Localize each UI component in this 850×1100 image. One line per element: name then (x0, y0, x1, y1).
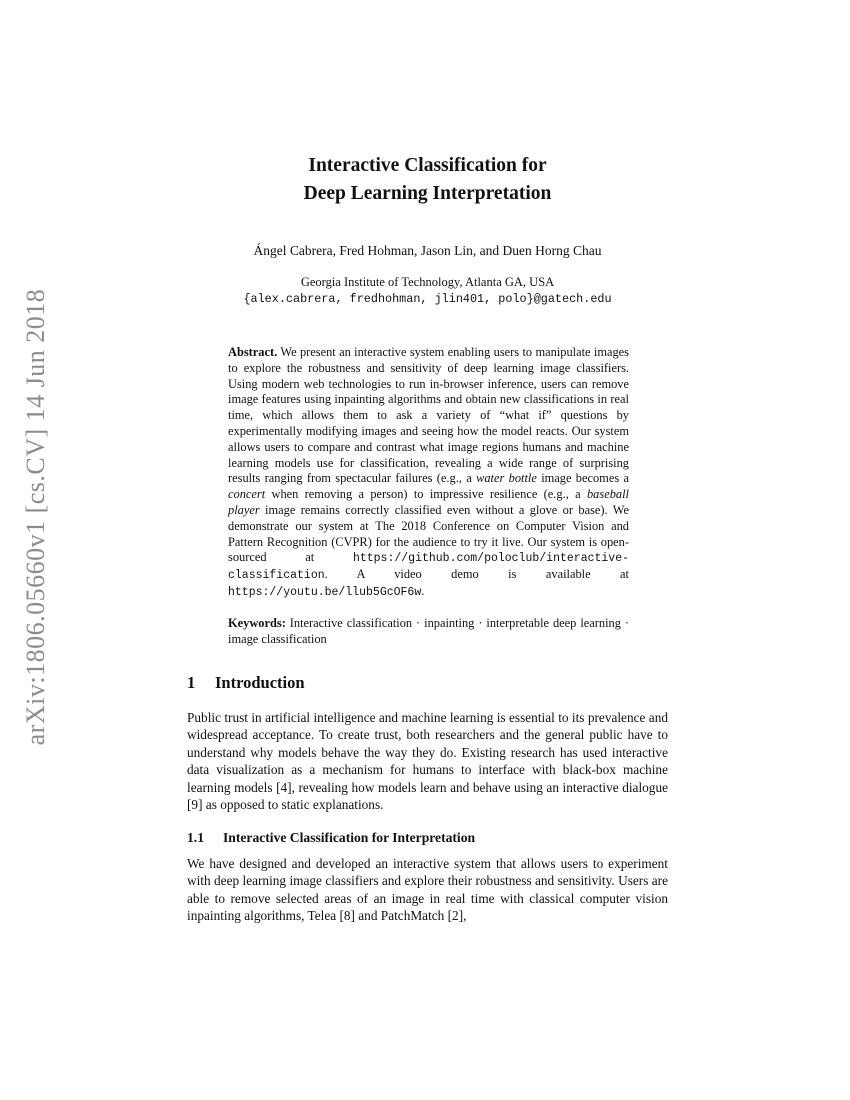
abstract-text-2: image becomes a (541, 471, 629, 486)
section-title: Introduction (215, 673, 305, 692)
abstract-text-6: . (421, 583, 425, 598)
abstract-text-1: We present an interactive system enabling users to manipulate images to explore the robustness and sensitivity of deep learning image classifiers. Using modern web technologies to run in-browser inference, users can remove image features using inpainting algorithms and obtain new classifications in real time, which allows them to ask a variety of “what if” questions by experimentally modifying images and seeing how the model reacts. Our system allows users to compare and contrast what image regions humans and machine learning models use for classification, revealing a wide range of surprising results ranging from spectacular failures (e.g., a (228, 345, 629, 486)
abstract-text-3: when removing a person) to impressive resilience (e.g., a (271, 487, 581, 502)
subsection-number: 1.1 (187, 830, 204, 845)
abstract-label: Abstract. (228, 345, 278, 359)
subsection-paragraph: We have designed and developed an interactive system that allows users to experiment with deep learning image classifiers and explore their robustness and sensitivity. Users are able to remove selected areas of an image in real time with classical computer vision inpainting algorithms, Telea [8] and PatchMatch [2], (187, 856, 668, 924)
section-heading-introduction (187, 673, 305, 693)
paper-title (187, 152, 668, 208)
abstract-emphasis-concert: concert (228, 487, 266, 502)
abstract-emphasis-water-bottle: water bottle (476, 471, 537, 486)
video-demo-link[interactable]: https://youtu.be/llub5GcOF6w (228, 585, 422, 599)
author-list: Ángel Cabrera, Fred Hohman, Jason Lin, and Duen Horng Chau (253, 243, 602, 258)
arxiv-identifier-stamp: arXiv:1806.05660v1 [cs.CV] 14 Jun 2018 (21, 288, 50, 746)
introduction-paragraph: Public trust in artificial intelligence and machine learning is essential to its prevalence and widespread acceptance. To create trust, both researchers and the general public have to understand why models behave the way they do. Existing research has used interactive data visualization as a mechanism for humans to interface with black-box machine learning models [4], revealing how models learn and behave using an interactive dialogue [9] as opposed to static explanations. (187, 710, 668, 813)
subsection-heading-interactive-classification (187, 830, 475, 846)
keywords-text: Interactive classification · inpainting · interpretable deep learning · image classification (228, 616, 629, 646)
abstract-text-4: image remains correctly classified even without a glove or base). We demonstrate our system at The 2018 Conference on Computer Vision and Pattern Recognition (CVPR) for the audience to try it live. Our system is open-sourced at (228, 502, 629, 565)
section-number: 1 (187, 673, 196, 692)
institution: Georgia Institute of Technology, Atlanta GA, USA (300, 275, 555, 289)
keywords (228, 616, 629, 648)
abstract-text-5: . A video demo is available at (324, 567, 629, 582)
abstract (228, 345, 629, 601)
title-line-2: Deep Learning Interpretation (303, 183, 552, 204)
affiliation (187, 274, 668, 308)
keywords-label: Keywords: (228, 616, 286, 630)
subsection-title: Interactive Classification for Interpretation (223, 830, 476, 845)
author-emails: {alex.cabrera, fredhohman, jlin401, polo}@gatech.edu (243, 292, 612, 306)
title-line-1: Interactive Classification for (308, 155, 547, 176)
abstract-emphasis-baseball-player: baseball player (228, 487, 629, 517)
github-link[interactable]: https://github.com/poloclub/interactive-classification (228, 552, 629, 583)
